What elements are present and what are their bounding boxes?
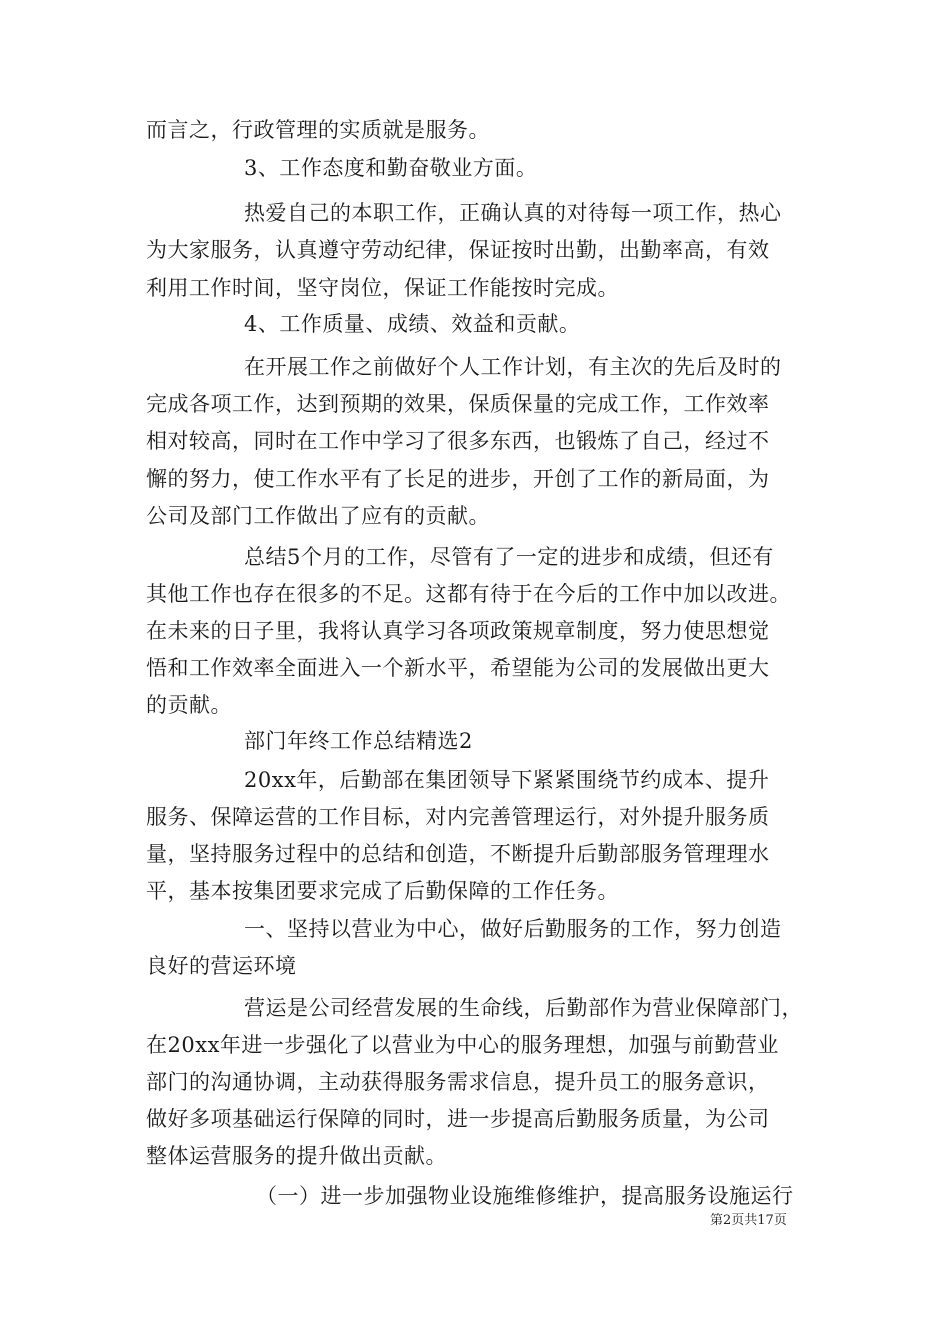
page-footer: 第2页共17页 [710, 1213, 787, 1228]
text-line: 20xx年，后勤部在集团领导下紧紧围绕节约成本、提升 [244, 768, 770, 792]
text-line: 良好的营运环境 [146, 954, 297, 978]
text-line: 悟和工作效率全面进入一个新水平，希望能为公司的发展做出更大 [146, 656, 770, 680]
text-line: 懈的努力，使工作水平有了长足的进步，开创了工作的新局面，为 [146, 467, 770, 491]
text-line: 为大家服务，认真遵守劳动纪律，保证按时出勤，出勤率高，有效 [146, 238, 770, 262]
text-line: 热爱自己的本职工作，正确认真的对待每一项工作，热心 [244, 201, 782, 225]
text-line: 一、坚持以营业为中心，做好后勤服务的工作，努力创造 [244, 917, 782, 941]
text-line: 服务、保障运营的工作目标，对内完善管理运行，对外提升服务质 [146, 805, 770, 829]
text-line: 公司及部门工作做出了应有的贡献。 [146, 504, 490, 528]
text-line: 3、工作态度和勤奋敬业方面。 [244, 156, 538, 180]
text-line: 利用工作时间，坚守岗位，保证工作能按时完成。 [146, 276, 619, 300]
text-line: 而言之，行政管理的实质就是服务。 [146, 118, 490, 142]
text-line: 平，基本按集团要求完成了后勤保障的工作任务。 [146, 879, 619, 903]
text-line: 在20xx年进一步强化了以营业为中心的服务理想，加强与前勤营业 [146, 1033, 779, 1057]
text-line: 量，坚持服务过程中的总结和创造，不断提升后勤部服务管理理水 [146, 842, 770, 866]
text-line: 整体运营服务的提升做出贡献。 [146, 1144, 447, 1168]
text-line: 4、工作质量、成绩、效益和贡献。 [244, 312, 581, 336]
text-line: 的贡献。 [146, 693, 232, 717]
text-line: 在未来的日子里，我将认真学习各项政策规章制度，努力使思想觉 [146, 619, 770, 643]
text-line: 在开展工作之前做好个人工作计划，有主次的先后及时的 [244, 355, 782, 379]
text-line: （一）进一步加强物业设施维修维护，提高服务设施运行 [256, 1184, 794, 1208]
text-line: 部门的沟通协调，主动获得服务需求信息，提升员工的服务意识， [146, 1070, 770, 1094]
text-line: 总结5个月的工作，尽管有了一定的进步和成绩，但还有 [244, 545, 774, 569]
text-line: 完成各项工作，达到预期的效果，保质保量的完成工作，工作效率 [146, 392, 770, 416]
section-heading: 部门年终工作总结精选2 [244, 729, 473, 753]
text-line: 营运是公司经营发展的生命线，后勤部作为营业保障部门， [244, 996, 803, 1020]
text-line: 其他工作也存在很多的不足。这都有待于在今后的工作中加以改进。 [146, 582, 791, 606]
text-line: 相对较高，同时在工作中学习了很多东西，也锻炼了自己，经过不 [146, 429, 770, 453]
text-line: 做好多项基础运行保障的同时，进一步提高后勤服务质量，为公司 [146, 1107, 770, 1131]
